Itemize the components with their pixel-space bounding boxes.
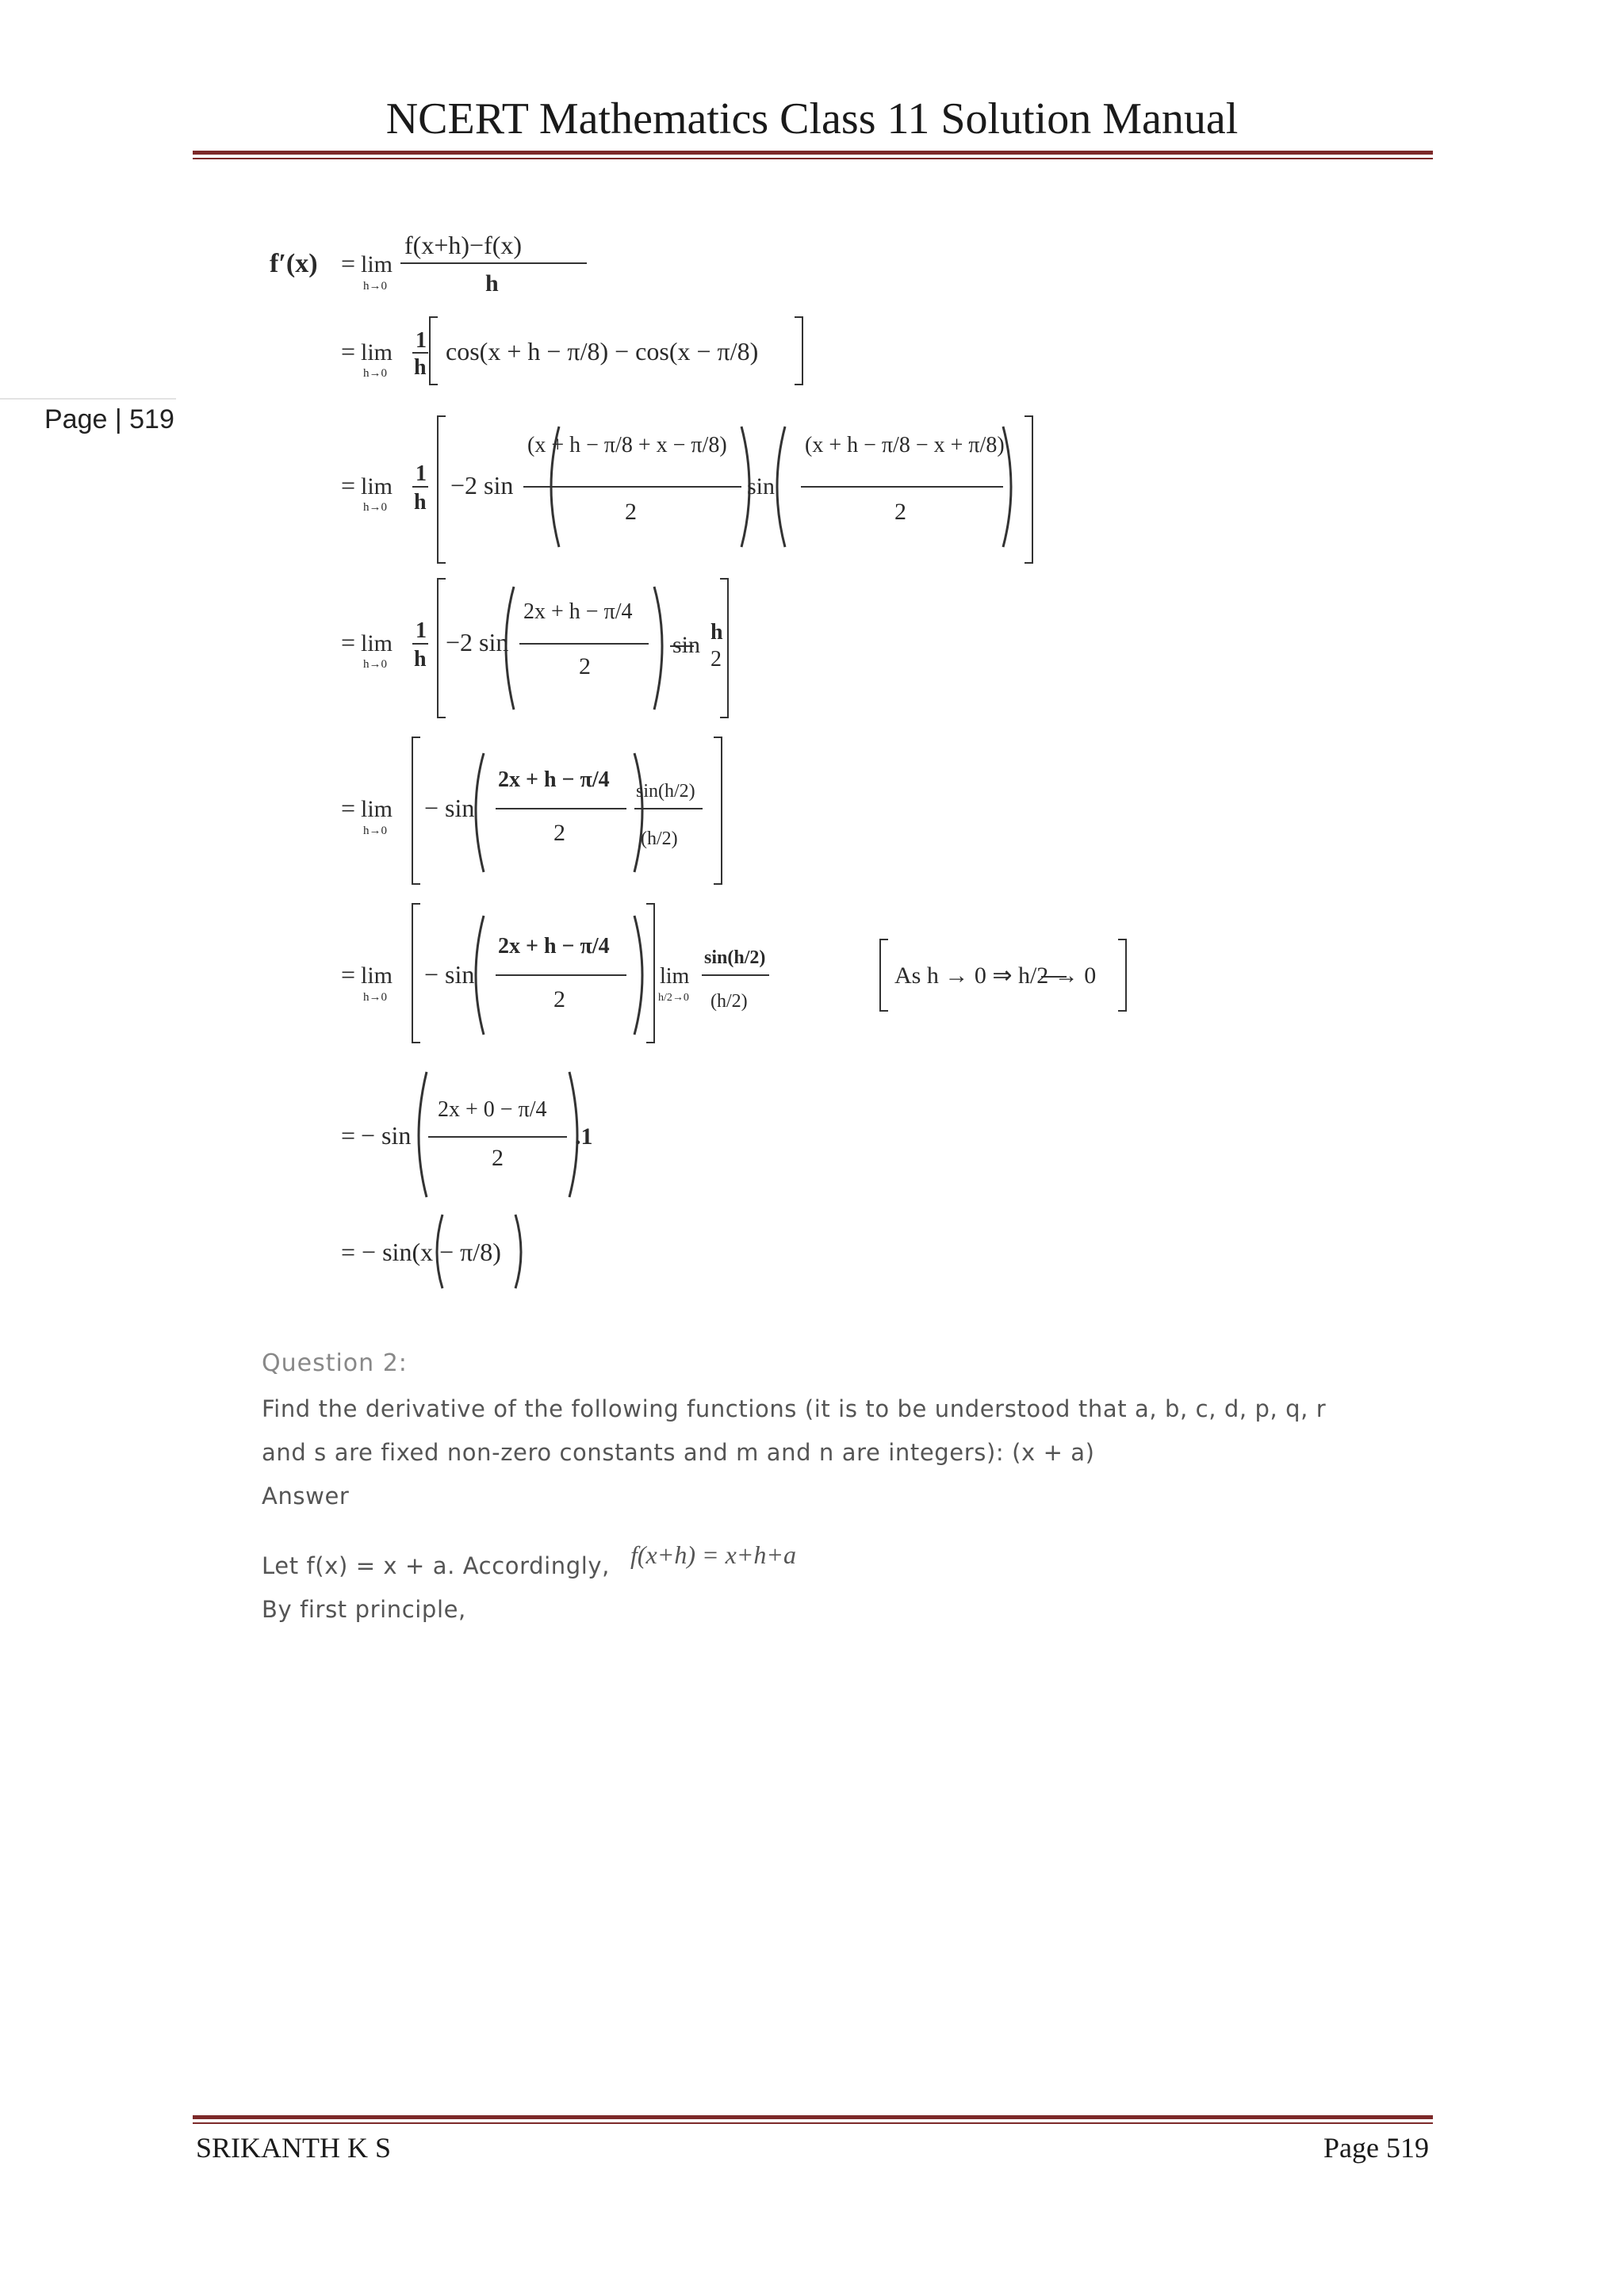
l6-lim: lim: [361, 962, 393, 989]
question-line-1: Find the derivative of the following functions (it is to be understood that a, b, c, d, p, q, r: [262, 1395, 1327, 1422]
l6-sinh2: sin(h/2): [704, 947, 766, 968]
header-rule-thick: [193, 151, 1433, 155]
l4-one: 1: [416, 618, 427, 643]
l6-den: 2: [553, 986, 565, 1012]
l1-lim-sub: h→0: [363, 280, 387, 293]
l3-num-b: (x + h − π/8 − x + π/8): [805, 433, 1005, 457]
l6-note: As h → 0 ⇒ h/2 → 0: [894, 962, 1097, 989]
l6-eq: =: [341, 960, 356, 989]
l3-m2sin: −2 sin: [450, 471, 514, 499]
l1-eq: =: [341, 249, 356, 277]
l7-den: 2: [492, 1145, 504, 1171]
let-formula-text: f(x+h) = x+h+a: [630, 1540, 796, 1569]
l4-h: h: [414, 647, 427, 672]
l3-sin: sin: [747, 473, 776, 499]
l3-h: h: [414, 490, 427, 515]
page-title: NCERT Mathematics Class 11 Solution Manual: [385, 94, 1239, 144]
footer-author: SRIKANTH K S: [196, 2132, 392, 2164]
derivation-svg: [262, 214, 1213, 1308]
l5-sinh2: sin(h/2): [636, 781, 695, 802]
question-label: Question 2:: [262, 1349, 408, 1377]
l5-eq: =: [341, 794, 356, 822]
l6-den-h2: (h/2): [710, 991, 748, 1012]
l1-denominator: h: [485, 270, 499, 297]
l2-lim-sub: h→0: [363, 367, 387, 380]
l2-eq: =: [341, 337, 356, 365]
l7-msin: − sin: [361, 1121, 412, 1150]
principle-text: By first principle,: [262, 1596, 466, 1623]
l5-den-h2: (h/2): [641, 828, 678, 849]
l5-msin: − sin: [424, 794, 475, 822]
l3-eq: =: [341, 471, 356, 499]
l4-den: 2: [579, 653, 591, 679]
footer-page-number: Page 519: [1323, 2132, 1429, 2164]
answer-label: Answer: [262, 1483, 350, 1510]
l5-lim: lim: [361, 796, 393, 822]
question-line-2: and s are fixed non-zero constants and m and n are integers): (x + a): [262, 1439, 1095, 1466]
let-formula: [626, 1530, 880, 1578]
l6-lim2-sub: h/2→0: [658, 992, 689, 1004]
l4-num: 2x + h − π/4: [523, 599, 633, 624]
l6-lim-sub: h→0: [363, 991, 387, 1004]
l1-lhs: f′(x): [270, 249, 318, 278]
side-page-label: Page | 519: [44, 404, 174, 434]
l4-eq: =: [341, 628, 356, 656]
l6-num: 2x + h − π/4: [498, 934, 610, 959]
l5-den: 2: [553, 820, 565, 846]
side-divider: [0, 398, 176, 400]
l1-numerator: f(x+h)−f(x): [404, 231, 523, 259]
l3-lim: lim: [361, 473, 393, 499]
l5-num: 2x + h − π/4: [498, 767, 610, 792]
l6-lim2: lim: [660, 964, 690, 989]
l4-lim-sub: h→0: [363, 658, 387, 671]
l2-body: cos(x + h − π/8) − cos(x − π/8): [446, 337, 759, 365]
l2-h: h: [414, 355, 427, 380]
l3-one: 1: [416, 461, 427, 486]
l2-lim: lim: [361, 339, 393, 365]
l3-num-a: (x + h − π/8 + x − π/8): [527, 433, 727, 457]
l4-h-top: h: [710, 620, 723, 645]
l3-den-b: 2: [894, 499, 906, 525]
l7-tail: .1: [575, 1123, 593, 1150]
l4-lim: lim: [361, 630, 393, 656]
l2-one: 1: [416, 328, 427, 353]
footer-rule-thin: [193, 2122, 1433, 2124]
l7-num: 2x + 0 − π/4: [438, 1097, 547, 1122]
l5-lim-sub: h→0: [363, 825, 387, 837]
l4-m2sin: −2 sin: [446, 628, 509, 656]
l3-lim-sub: h→0: [363, 501, 387, 514]
l3-den-a: 2: [625, 499, 637, 525]
l8: = − sin(x − π/8): [341, 1238, 501, 1266]
l1-lim: lim: [361, 251, 393, 277]
footer-rule-thick: [193, 2115, 1433, 2119]
let-text: Let f(x) = x + a. Accordingly,: [262, 1552, 610, 1579]
l4-two-bot: 2: [710, 647, 722, 672]
l7-eq: =: [341, 1121, 356, 1150]
header-rule-thin: [193, 158, 1433, 159]
l6-msin: − sin: [424, 960, 475, 989]
l4-sin: sin: [672, 632, 701, 658]
